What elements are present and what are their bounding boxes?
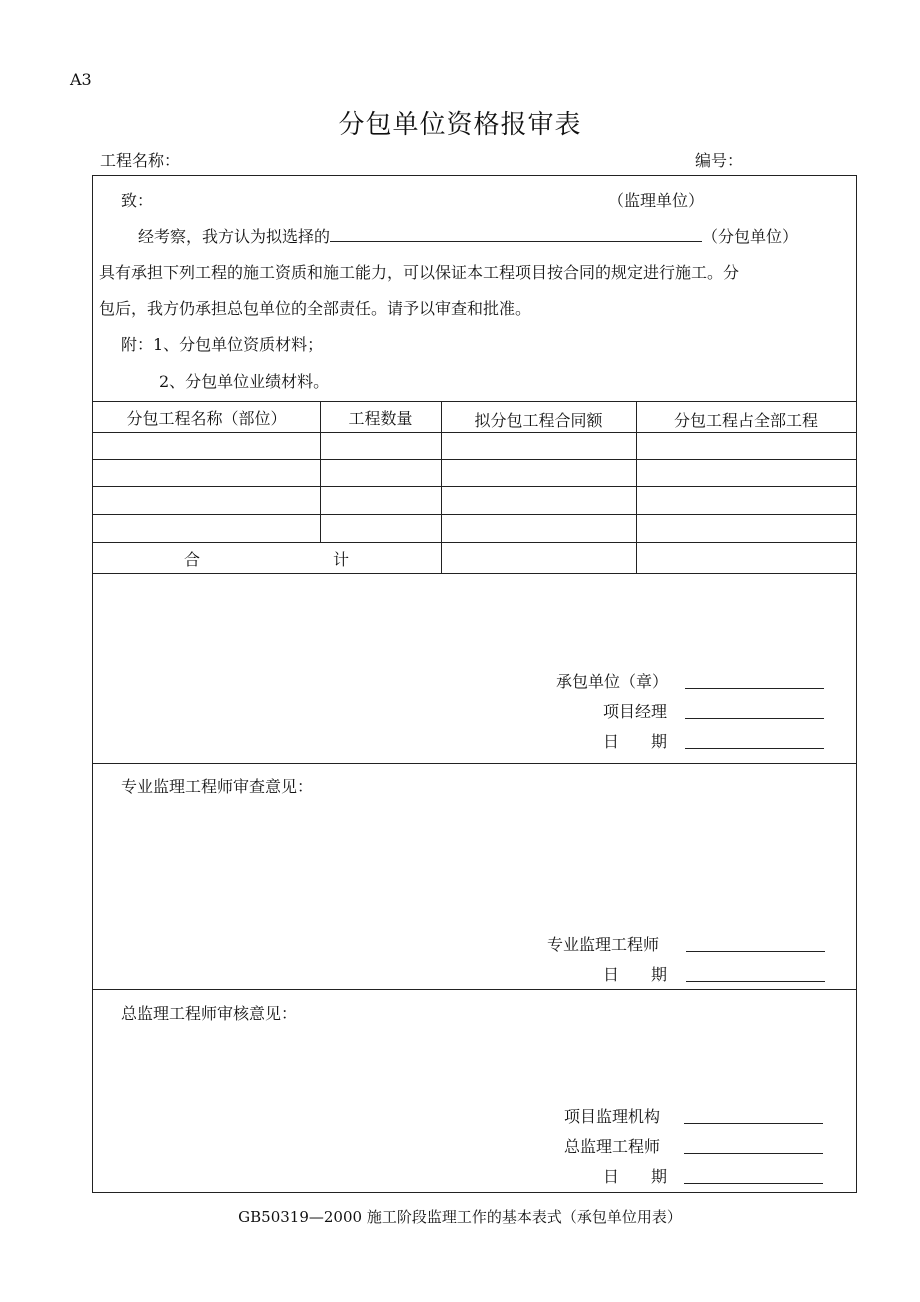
project-manager-blank[interactable]: [685, 718, 824, 719]
chief-engineer-blank[interactable]: [684, 1153, 823, 1154]
total-label-part2: 计: [333, 550, 350, 569]
engineer-review-date-blank[interactable]: [686, 981, 825, 982]
table-row-border: [93, 542, 856, 543]
letter-body-line2: 具有承担下列工程的施工资质和施工能力，可以保证本工程项目按合同的规定进行施工。分: [99, 263, 740, 282]
supervisor-unit-label: （监理单位）: [608, 191, 705, 210]
letter-body-line3: 包后，我方仍承担总包单位的全部责任。请予以审查和批准。: [99, 299, 532, 318]
contractor-seal-blank[interactable]: [685, 688, 824, 689]
contractor-seal-label: 承包单位（章）: [556, 672, 669, 691]
specialist-engineer-label: 专业监理工程师: [547, 935, 660, 954]
form-table: [92, 175, 857, 1193]
contractor-date-blank[interactable]: [685, 748, 824, 749]
section-divider: [93, 763, 856, 764]
subcontractor-name-blank[interactable]: [330, 225, 702, 242]
project-manager-label: 项目经理: [603, 702, 668, 721]
supervision-org-label: 项目监理机构: [564, 1107, 661, 1126]
footer-standard-note: GB50319—2000 施工阶段监理工作的基本表式（承包单位用表）: [238, 1208, 682, 1226]
table-header-cell: 分包工程占全部工程: [673, 411, 818, 430]
specialist-engineer-blank[interactable]: [686, 951, 825, 952]
table-header-cell: 分包工程名称（部位）: [126, 409, 287, 428]
total-label-part1: 合: [184, 550, 201, 569]
table-row-border: [93, 459, 856, 460]
table-bottom-border: [93, 573, 856, 574]
contractor-date-label: 日 期: [603, 732, 668, 751]
chief-review-heading: 总监理工程师审核意见：: [121, 1004, 298, 1023]
serial-number-label: 编号：: [695, 151, 744, 170]
chief-review-date-label: 日 期: [603, 1167, 668, 1186]
chief-review-date-blank[interactable]: [684, 1183, 823, 1184]
table-header-cell: 拟分包工程合同额: [474, 411, 603, 430]
table-row-border: [93, 486, 856, 487]
table-top-border: [93, 401, 856, 402]
attachment-2: 2、分包单位业绩材料。: [159, 372, 330, 391]
table-header-border: [93, 432, 856, 433]
to-label: 致：: [121, 191, 154, 210]
letter-body-prefix: 经考察，我方认为拟选择的: [138, 227, 331, 246]
letter-body-line1: [138, 224, 798, 247]
table-header-cell: 工程数量: [348, 409, 413, 428]
page-title: 分包单位资格报审表: [338, 110, 582, 140]
supervision-org-blank[interactable]: [684, 1123, 823, 1124]
engineer-review-date-label: 日 期: [603, 965, 668, 984]
table-row-border: [93, 514, 856, 515]
chief-engineer-label: 总监理工程师: [564, 1137, 661, 1156]
section-divider: [93, 989, 856, 990]
attachment-1: 附：1、分包单位资质材料；: [121, 335, 324, 354]
project-name-label: 工程名称：: [100, 151, 181, 170]
form-code: A3: [70, 70, 92, 89]
subcontractor-unit-label: （分包单位）: [702, 227, 799, 246]
engineer-review-heading: 专业监理工程师审查意见：: [121, 777, 314, 796]
